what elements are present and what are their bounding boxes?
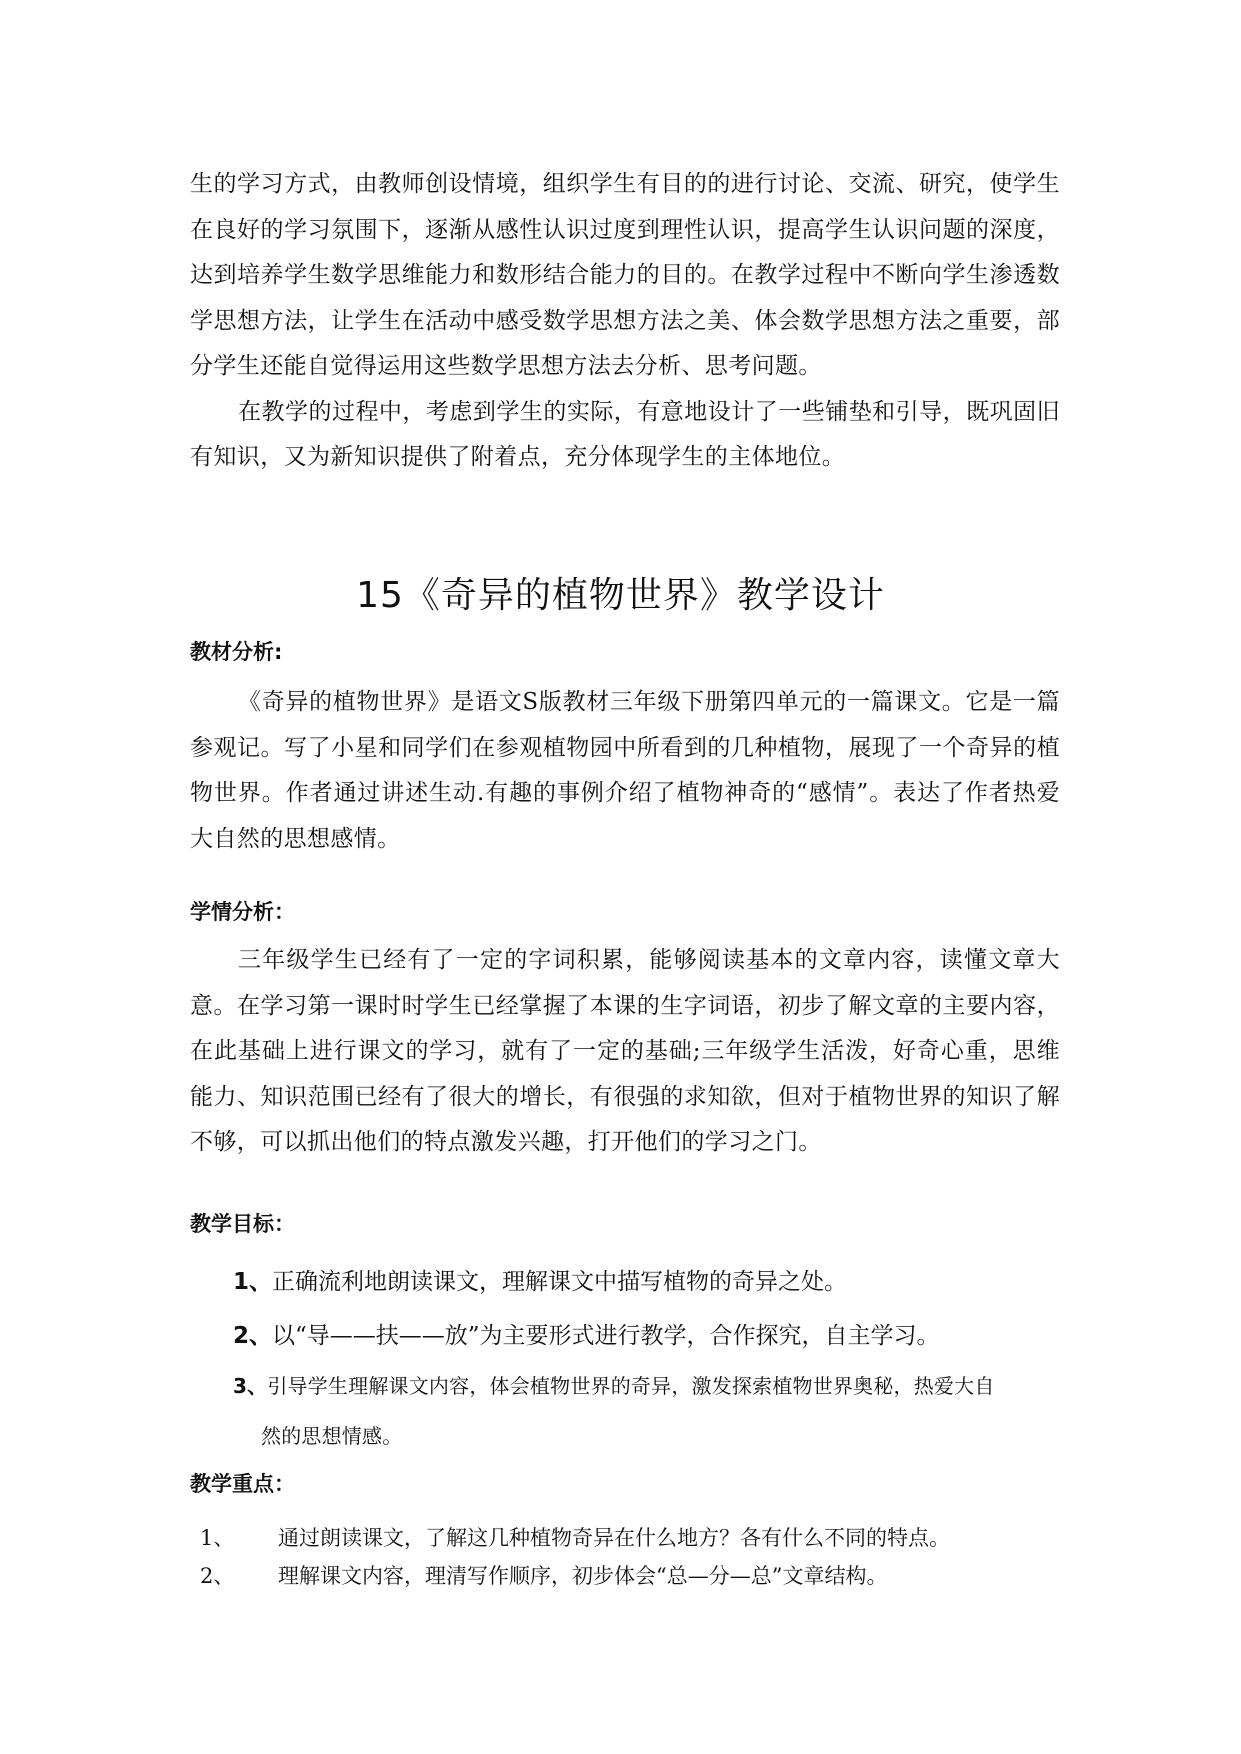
- teaching-goal-number: 2、: [233, 1323, 273, 1349]
- teaching-goal-2: [233, 1321, 1060, 1351]
- teaching-goal-text: 正确流利地朗读课文，理解课文中描写植物的奇异之处。: [272, 1269, 848, 1295]
- teaching-goal-text-continued: 然的思想情感。: [261, 1424, 403, 1448]
- material-analysis-heading: 教材分析:: [190, 640, 283, 664]
- teaching-goal-text: 以“导——扶——放”为主要形式进行教学，合作探究，自主学习。: [272, 1323, 940, 1349]
- teaching-goal-number: 1、: [233, 1269, 273, 1295]
- student-analysis-heading: 学情分析：: [190, 900, 295, 924]
- key-point-2: [200, 1561, 1060, 1591]
- teaching-goal-text: 引导学生理解课文内容，体会植物世界的奇异，激发探索植物世界奥秘，热爱大自: [267, 1374, 995, 1398]
- teaching-goals-heading: 教学目标：: [190, 1212, 295, 1236]
- key-point-number: 2、: [200, 1564, 235, 1588]
- teaching-goal-1: [233, 1267, 1060, 1297]
- lesson-title: 15《奇异的植物世界》教学设计: [356, 575, 885, 616]
- intro-section: [190, 162, 1060, 481]
- student-analysis-text: 三年级学生已经有了一定的字词积累，能够阅读基本的文章内容，读懂文章大意。在学习第一课时时学生已经掌握了本课的生字词语，初步了解文章的主要内容，在此基础上进行课文的学习，就有了一定的基础;三年级学生活泼，好奇心重，思维能力、知识范围已经有了很大的增长，有很强的求知欲，但对于植物世界的知识了解不够，可以抓出他们的特点激发兴趣，打开他们的学习之门。: [190, 947, 1060, 1155]
- key-point-number: 1、: [200, 1526, 235, 1550]
- key-point-text: 理解课文内容，理清写作顺序，初步体会“总—分—总”文章结构。: [278, 1564, 888, 1588]
- material-analysis-section: [190, 680, 1060, 862]
- teaching-goal-number: 3、: [233, 1374, 268, 1398]
- key-point-1: [200, 1523, 1060, 1553]
- intro-paragraph-2: 在教学的过程中，考虑到学生的实际，有意地设计了一些铺垫和引导，既巩固旧有知识，又为新知识提供了附着点，充分体现学生的主体地位。: [190, 398, 1060, 470]
- intro-paragraph-1: 生的学习方式，由教师创设情境，组织学生有目的的进行讨论、交流、研究，使学生在良好的学习氛围下，逐渐从感性认识过度到理性认识，提高学生认识问题的深度，达到培养学生数学思维能力和数形结合能力的目的。在教学过程中不断向学生渗透数学思想方法，让学生在活动中感受数学思想方法之美、体会数学思想方法之重要，部分学生还能自觉得运用这些数学思想方法去分析、思考问题。: [190, 171, 1060, 379]
- key-points-heading: 教学重点：: [190, 1472, 295, 1496]
- material-analysis-text: 《奇异的植物世界》是语文S版教材三年级下册第四单元的一篇课文。它是一篇参观记。写了小星和同学们在参观植物园中所看到的几种植物，展现了一个奇异的植物世界。作者通过讲述生动.有趣的事例介绍了植物神奇的“感情”。表达了作者热爱大自然的思想感情。: [190, 689, 1060, 852]
- student-analysis-section: [190, 938, 1060, 1166]
- teaching-goal-3: [233, 1361, 1060, 1461]
- key-point-text: 通过朗读课文，了解这几种植物奇异在什么地方？各有什么不同的特点。: [278, 1526, 950, 1550]
